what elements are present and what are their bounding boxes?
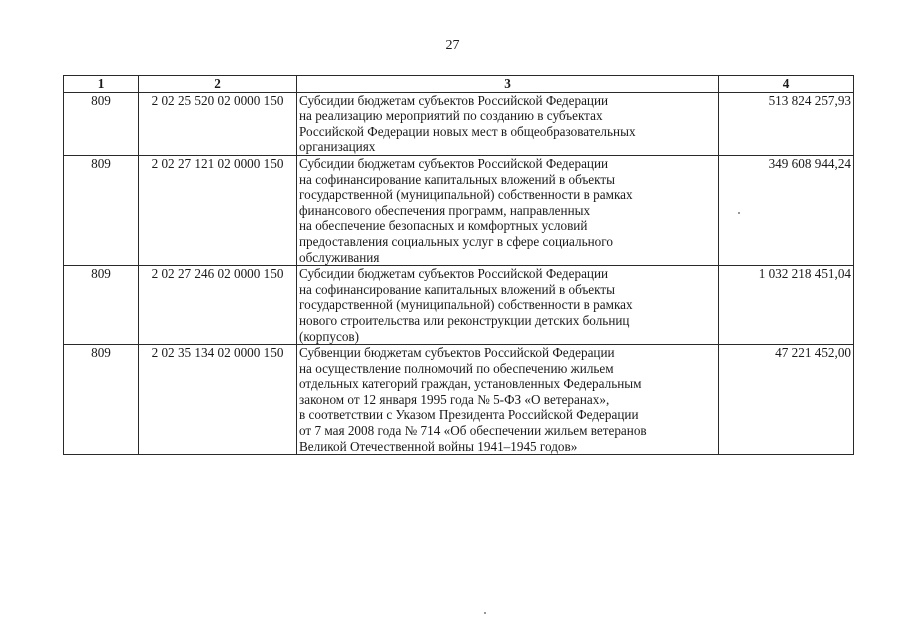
description-line: обслуживания	[299, 249, 380, 265]
description-line: государственной (муниципальной) собственности в рамках	[299, 297, 633, 313]
description-line: государственной (муниципальной) собственности в рамках	[299, 187, 633, 203]
description-cell	[297, 345, 719, 455]
table-header-row	[64, 76, 854, 93]
column-header-3: 3	[297, 76, 719, 93]
table-row	[64, 266, 854, 345]
column-header-2: 2	[139, 76, 297, 93]
description-line: (корпусов)	[299, 328, 360, 344]
description-line: предоставления социальных услуг в сфере социального	[299, 233, 613, 249]
column-header-4: 4	[719, 76, 854, 93]
amount-cell: 513 824 257,93	[719, 92, 854, 155]
admin-code-cell: 809	[64, 92, 139, 155]
admin-code-cell: 809	[64, 266, 139, 345]
classification-code-cell: 2 02 27 121 02 0000 150	[139, 155, 297, 265]
column-header-1: 1	[64, 76, 139, 93]
description-cell	[297, 155, 719, 265]
classification-code-cell: 2 02 25 520 02 0000 150	[139, 92, 297, 155]
description-line: Российской Федерации новых мест в общеобразовательных	[299, 123, 636, 139]
page-number: 27	[445, 38, 460, 53]
description-line: Субсидии бюджетам субъектов Российской Федерации	[299, 266, 609, 282]
amount-cell: 349 608 944,24	[719, 155, 854, 265]
description-line: от 7 мая 2008 года № 714 «Об обеспечении жильем ветеранов	[299, 423, 647, 439]
description-line: финансового обеспечения программ, направленных	[299, 202, 591, 218]
description-line: законом от 12 января 1995 года № 5-ФЗ «О ветеранах»,	[299, 391, 610, 407]
amount-cell: 1 032 218 451,04	[719, 266, 854, 345]
description-line: на осуществление полномочий по обеспечению жильем	[299, 360, 614, 376]
scan-speck	[484, 612, 486, 614]
amount-cell: 47 221 452,00	[719, 345, 854, 455]
description-line: на обеспечение безопасных и комфортных условий	[299, 218, 588, 234]
description-cell	[297, 266, 719, 345]
description-line: в соответствии с Указом Президента Российской Федерации	[299, 407, 639, 423]
description-line: организациях	[299, 139, 376, 155]
classification-code-cell: 2 02 35 134 02 0000 150	[139, 345, 297, 455]
description-line: на софинансирование капитальных вложений в объекты	[299, 281, 615, 297]
description-cell	[297, 92, 719, 155]
description-line: на реализацию мероприятий по созданию в субъектах	[299, 108, 603, 124]
description-line: отдельных категорий граждан, установленных Федеральным	[299, 376, 642, 392]
description-line: нового строительства или реконструкции детских больниц	[299, 312, 630, 328]
admin-code-cell: 809	[64, 155, 139, 265]
admin-code-cell: 809	[64, 345, 139, 455]
description-line: Субсидии бюджетам субъектов Российской Федерации	[299, 155, 609, 171]
table-row	[64, 92, 854, 155]
classification-code-cell: 2 02 27 246 02 0000 150	[139, 266, 297, 345]
description-line: Великой Отечественной войны 1941–1945 годов»	[299, 438, 578, 454]
budget-revenue-table	[63, 75, 854, 455]
table-row	[64, 155, 854, 265]
description-line: Субвенции бюджетам субъектов Российской Федерации	[299, 345, 615, 361]
description-line: Субсидии бюджетам субъектов Российской Федерации	[299, 92, 609, 108]
table-row	[64, 345, 854, 455]
description-line: на софинансирование капитальных вложений в объекты	[299, 171, 615, 187]
scan-speck	[738, 212, 740, 214]
